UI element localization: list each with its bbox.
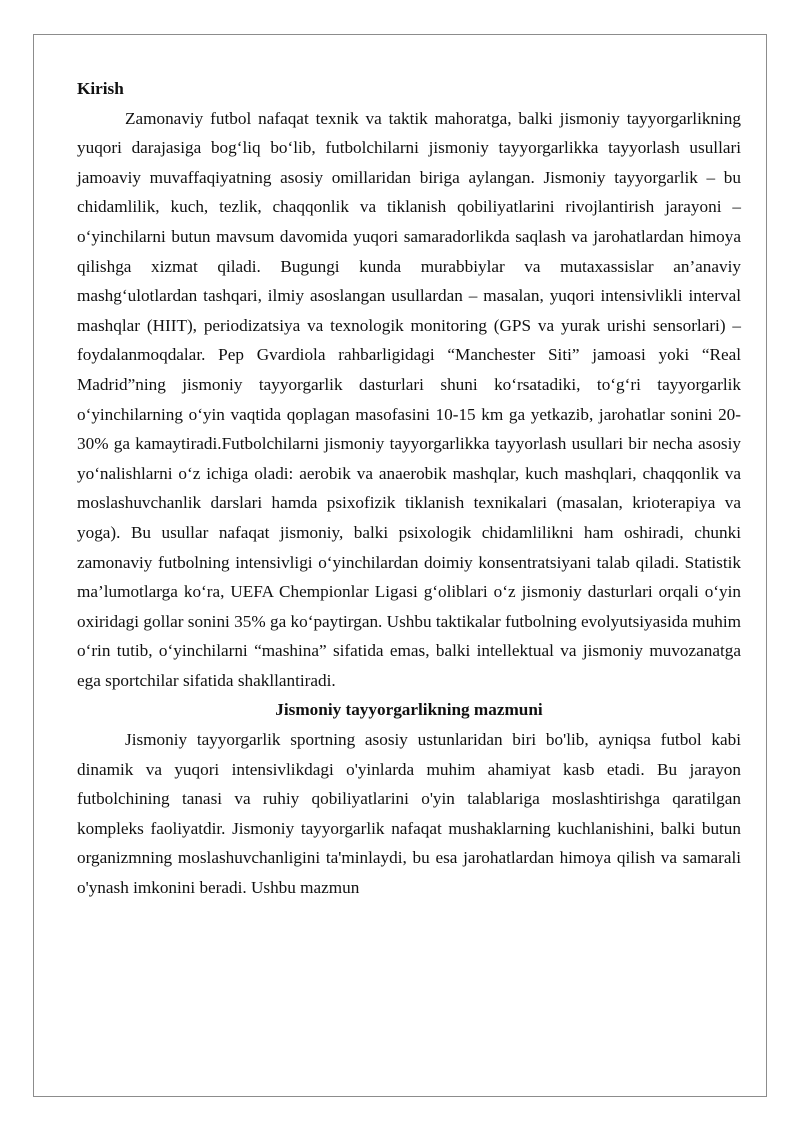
section-heading: Jismoniy tayyorgarlikning mazmuni: [275, 700, 543, 720]
document-body: [77, 74, 741, 903]
intro-paragraph: Zamonaviy futbol nafaqat texnik va taktik mahoratga, balki jismoniy tayyorgarlikning yuqori darajasiga bog‘liq bo‘lib, futbolchilarni jismoniy tayyorgarlikka tayyorlash usullari jamoaviy muvaffaqiyatning asosiy omillaridan biriga aylangan. Jismoniy tayyorgarlik – bu chidamlilik, kuch, tezlik, chaqqonlik va tiklanish qobiliyatlarini rivojlantirish jarayoni – o‘yinchilarni butun mavsum davomida yuqori samaradorlikda saqlash va jarohatlardan himoya qilishga xizmat qiladi. Bugungi kunda murabbiylar va mutaxassislar an’anaviy mashg‘ulotlardan tashqari, ilmiy asoslangan usullardan – masalan, yuqori intensivlikli interval mashqlar (HIIT), periodizatsiya va texnologik monitoring (GPS va yurak urishi sensorlari) – foydalanmoqdalar. Pep Gvardiola rahbarligidagi “Manchester Siti” jamoasi yoki “Real Madrid”ning jismoniy tayyorgarlik dasturlari shuni ko‘rsatadiki, to‘g‘ri tayyorgarlik o‘yinchilarning o‘yin vaqtida qoplagan masofasini 10-15 km ga yetkazib, jarohatlar sonini 20-30% ga kamaytiradi.Futbolchilarni jismoniy tayyorgarlikka tayyorlash usullari bir necha asosiy yo‘nalishlarni o‘z ichiga oladi: aerobik va anaerobik mashqlar, kuch mashqlari, chaqqonlik va moslashuvchanlik darslari hamda psixofizik tiklanish texnikalari (masalan, krioterapiya va yoga). Bu usullar nafaqat jismoniy, balki psixologik chidamlilikni ham oshiradi, chunki zamonaviy futbolning intensivligi o‘yinchilardan doimiy konsentratsiyani talab qiladi. Statistik ma’lumotlarga ko‘ra, UEFA Chempionlar Ligasi g‘oliblari o‘z jismoniy dasturlari orqali o‘yin oxiridagi gollar sonini 35% ga ko‘paytirgan. Ushbu taktikalar futbolning evolyutsiyasida muhim o‘rin tutib, o‘yinchilarni “mashina” sifatida emas, balki intellektual va jismoniy muvozanatga ega sportchilar sifatida shakllantiradi.: [77, 108, 741, 690]
section-paragraph: Jismoniy tayyorgarlik sportning asosiy ustunlaridan biri bo'lib, ayniqsa futbol kabi dinamik va yuqori intensivlikdagi o'yinlarda muhim ahamiyat kasb etadi. Bu jarayon futbolchining tanasi va ruhiy qobiliyatlarini o'yin talablariga moslashtirishga qaratilgan kompleks faoliyatdir. Jismoniy tayyorgarlik nafaqat mushaklarning kuchlanishini, balki butun organizmning moslashuvchanligini ta'minlaydi, bu esa jarohatlardan himoya qilish va samarali o'ynash imkonini beradi. Ushbu mazmun: [77, 730, 741, 898]
intro-heading: Kirish: [77, 79, 124, 98]
